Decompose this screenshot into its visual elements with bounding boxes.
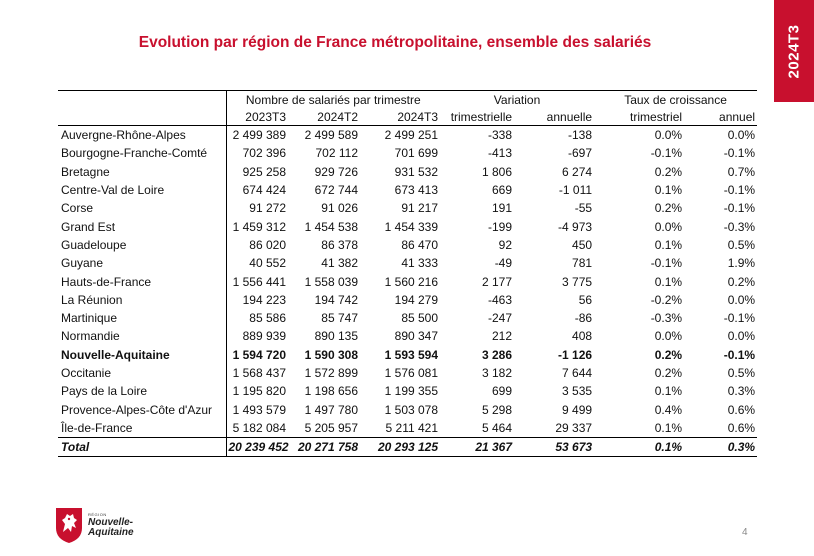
salaries-2023T3-cell: 889 939 <box>226 327 288 345</box>
header-2023T3: 2023T3 <box>226 108 288 126</box>
taux-trim-cell: 0.2% <box>654 347 683 362</box>
region-cell: Bourgogne-Franche-Comté <box>61 146 208 161</box>
taux-trim-cell: 0.2% <box>654 366 683 380</box>
taux-ann-cell: 0.7% <box>727 164 756 179</box>
salaries-2024T2-cell: 1 590 308 <box>304 347 358 362</box>
taux-trim-cell: -0.1% <box>650 146 683 161</box>
logo-line-1: Nouvelle- <box>88 516 134 528</box>
taux-ann-cell: 0.0% <box>727 292 756 307</box>
var-trim-cell: 212 <box>492 329 513 344</box>
salaries-2024T3-cell: 1 503 078 <box>384 402 439 417</box>
taux-trim-cell: 0.1% <box>654 384 683 399</box>
region-cell: Total <box>58 438 226 457</box>
var-trim-cell: 1 806 <box>482 164 513 179</box>
header-taux-trim: trimestriel <box>594 108 684 126</box>
table-row <box>58 199 757 217</box>
salaries-2024T3-cell: 2 499 251 <box>384 128 439 143</box>
salaries-2024T2-cell: 672 744 <box>314 183 358 198</box>
var-ann-cell: -1 126 <box>558 347 593 362</box>
taux-ann-cell: -0.3% <box>723 219 756 234</box>
taux-ann-cell: 0.2% <box>727 274 756 289</box>
var-ann-cell: 450 <box>572 237 593 252</box>
var-ann-cell: 53 673 <box>514 438 594 457</box>
header-var-trim: trimestrielle <box>440 108 514 126</box>
salaries-2024T3-cell: 1 593 594 <box>384 347 439 362</box>
salaries-2023T3-cell: 1 594 720 <box>226 346 288 364</box>
logo-small-label: RÉGION <box>88 511 107 517</box>
salaries-2023T3-cell: 702 396 <box>226 144 288 162</box>
taux-trim-cell: 0.2% <box>654 164 683 179</box>
salaries-2023T3-cell: 1 556 441 <box>226 272 288 290</box>
region-cell: Île-de-France <box>61 420 133 435</box>
salaries-2024T2-cell: 2 499 589 <box>304 128 358 143</box>
salaries-2024T3-cell: 701 699 <box>394 146 439 161</box>
region-cell: Occitanie <box>61 366 112 380</box>
var-ann-cell: 781 <box>572 256 593 271</box>
region-cell: Centre-Val de Loire <box>61 183 165 198</box>
var-ann-cell: 9 499 <box>562 402 593 417</box>
page-number: 4 <box>742 527 748 538</box>
salaries-2024T3-cell: 41 333 <box>401 256 439 271</box>
taux-trim-cell: 0.1% <box>654 420 683 435</box>
region-cell: Bretagne <box>61 164 110 179</box>
var-ann-cell: -55 <box>574 201 593 216</box>
var-trim-cell: 191 <box>492 201 513 216</box>
var-ann-cell: -4 973 <box>558 219 593 234</box>
salaries-2023T3-cell: 1 493 579 <box>226 400 288 418</box>
region-cell: Hauts-de-France <box>61 274 152 289</box>
salaries-2023T3-cell: 85 586 <box>226 309 288 327</box>
header-2024T2: 2024T2 <box>288 108 360 126</box>
region-cell: Normandie <box>61 329 120 344</box>
table-row <box>58 309 757 327</box>
table-row <box>58 346 757 364</box>
data-table <box>58 90 757 457</box>
header-var-ann: annuelle <box>514 108 594 126</box>
header-salaries-group: Nombre de salariés par trimestre <box>226 91 440 109</box>
var-trim-cell: 669 <box>492 183 513 198</box>
table-row <box>58 272 757 290</box>
taux-ann-cell: 0.5% <box>727 237 756 252</box>
taux-ann-cell: 1.9% <box>727 256 756 271</box>
salaries-2024T2-cell: 194 742 <box>314 292 358 307</box>
var-ann-cell: 56 <box>578 292 593 307</box>
table-row <box>58 327 757 345</box>
var-trim-cell: -463 <box>488 292 513 307</box>
salaries-2023T3-cell: 1 568 437 <box>226 364 288 382</box>
salaries-2024T3-cell: 86 470 <box>401 237 439 252</box>
salaries-2024T2-cell: 1 572 899 <box>304 366 358 380</box>
salaries-2024T2-cell: 91 026 <box>321 201 358 216</box>
taux-ann-cell: -0.1% <box>723 201 756 216</box>
var-ann-cell: 3 535 <box>562 384 593 399</box>
taux-trim-cell: 0.2% <box>654 201 683 216</box>
var-trim-cell: 3 286 <box>482 347 513 362</box>
salaries-2023T3-cell: 91 272 <box>226 199 288 217</box>
taux-ann-cell: 0.0% <box>727 128 756 143</box>
header-row-groups <box>58 91 757 109</box>
table-row <box>58 291 757 309</box>
var-trim-cell: 5 464 <box>482 420 513 435</box>
salaries-2024T2-cell: 41 382 <box>321 256 358 271</box>
table-row <box>58 254 757 272</box>
salaries-2024T3-cell: 1 199 355 <box>384 384 439 399</box>
salaries-2024T2-cell: 1 558 039 <box>304 274 358 289</box>
salaries-2023T3-cell: 194 223 <box>226 291 288 309</box>
salaries-2023T3-cell: 1 459 312 <box>226 217 288 235</box>
var-ann-cell: -697 <box>568 146 593 161</box>
var-ann-cell: 3 775 <box>562 274 593 289</box>
region-cell: La Réunion <box>61 292 123 307</box>
taux-trim-cell: 0.4% <box>654 402 683 417</box>
table-row <box>58 236 757 254</box>
taux-ann-cell: 0.6% <box>727 420 756 435</box>
page-title: Evolution par région de France métropolitaine, ensemble des salariés <box>138 34 652 51</box>
region-cell: Pays de la Loire <box>61 384 148 399</box>
salaries-2024T2-cell: 86 378 <box>321 237 358 252</box>
table-row <box>58 400 757 418</box>
var-ann-cell: 6 274 <box>562 164 593 179</box>
logo-line-2: Aquitaine <box>88 526 134 538</box>
taux-ann-cell: -0.1% <box>723 311 756 326</box>
var-trim-cell: 2 177 <box>482 274 513 289</box>
salaries-2024T3-cell: 91 217 <box>401 201 439 216</box>
taux-ann-cell: 0.6% <box>727 402 756 417</box>
taux-ann-cell: -0.1% <box>723 146 756 161</box>
taux-ann-cell: 0.0% <box>727 329 756 344</box>
salaries-2024T2-cell: 929 726 <box>314 164 358 179</box>
taux-trim-cell: -0.1% <box>650 256 683 271</box>
table-row <box>58 419 757 438</box>
salaries-2024T2-cell: 1 198 656 <box>304 384 358 399</box>
region-cell: Guadeloupe <box>61 237 127 252</box>
header-taux-ann: annuel <box>684 108 757 126</box>
taux-trim-cell: 0.1% <box>654 183 683 198</box>
salaries-2024T3-cell: 931 532 <box>394 164 439 179</box>
table-row <box>58 163 757 181</box>
taux-ann-cell: 0.3% <box>684 438 757 457</box>
var-ann-cell: 29 337 <box>555 420 593 435</box>
var-trim-cell: -338 <box>488 128 513 143</box>
header-2024T3: 2024T3 <box>360 108 440 126</box>
region-cell: Nouvelle-Aquitaine <box>61 347 170 362</box>
taux-trim-cell: 0.0% <box>654 128 683 143</box>
table-row <box>58 126 757 145</box>
salaries-2023T3-cell: 1 195 820 <box>226 382 288 400</box>
var-trim-cell: -49 <box>494 256 513 271</box>
salaries-2024T2-cell: 85 747 <box>321 311 358 326</box>
salaries-2024T3-cell: 890 347 <box>394 329 439 344</box>
taux-trim-cell: 0.1% <box>594 438 684 457</box>
table-row <box>58 364 757 382</box>
table-row <box>58 181 757 199</box>
salaries-2023T3-cell: 40 552 <box>226 254 288 272</box>
salaries-2023T3-cell: 86 020 <box>226 236 288 254</box>
region-cell: Grand Est <box>61 219 116 234</box>
var-trim-cell: -199 <box>488 219 513 234</box>
header-taux-group: Taux de croissance <box>594 91 757 109</box>
taux-trim-cell: -0.3% <box>650 311 683 326</box>
salaries-2024T2-cell: 20 271 758 <box>288 438 360 457</box>
taux-ann-cell: -0.1% <box>723 183 756 198</box>
lion-emblem-icon <box>54 506 84 544</box>
var-trim-cell: -413 <box>488 146 513 161</box>
salaries-2024T3-cell: 194 279 <box>394 292 439 307</box>
header-row-columns <box>58 108 757 126</box>
var-ann-cell: -86 <box>574 311 593 326</box>
salaries-2023T3-cell: 2 499 389 <box>226 126 288 145</box>
region-cell: Guyane <box>61 256 104 271</box>
var-trim-cell: -247 <box>488 311 513 326</box>
salaries-2024T2-cell: 890 135 <box>314 329 358 344</box>
taux-ann-cell: -0.1% <box>723 347 756 362</box>
salaries-2024T3-cell: 1 576 081 <box>384 366 439 380</box>
taux-trim-cell: 0.0% <box>654 219 683 234</box>
header-empty <box>58 91 226 109</box>
salaries-2024T2-cell: 702 112 <box>315 146 358 161</box>
salaries-2023T3-cell: 5 182 084 <box>226 419 288 438</box>
table-row <box>58 217 757 235</box>
var-trim-cell: 699 <box>492 384 513 399</box>
salaries-2024T2-cell: 5 205 957 <box>304 420 358 435</box>
region-logo <box>54 506 134 544</box>
header-variation-group: Variation <box>440 91 594 109</box>
salaries-2023T3-cell: 20 239 452 <box>226 438 288 457</box>
taux-ann-cell: 0.3% <box>727 384 756 399</box>
region-cell: Auvergne-Rhône-Alpes <box>61 128 186 143</box>
var-trim-cell: 3 182 <box>482 366 513 380</box>
var-trim-cell: 5 298 <box>482 402 513 417</box>
table-row <box>58 382 757 400</box>
taux-trim-cell: 0.1% <box>654 274 683 289</box>
var-trim-cell: 21 367 <box>440 438 514 457</box>
total-row <box>58 438 757 457</box>
salaries-2024T3-cell: 20 293 125 <box>360 438 440 457</box>
var-ann-cell: 408 <box>572 329 593 344</box>
taux-ann-cell: 0.5% <box>727 366 756 380</box>
var-trim-cell: 92 <box>498 237 513 252</box>
salaries-2023T3-cell: 925 258 <box>226 163 288 181</box>
table-row <box>58 144 757 162</box>
salaries-2024T3-cell: 1 454 339 <box>384 219 439 234</box>
salaries-2024T3-cell: 673 413 <box>394 183 439 198</box>
salaries-2024T3-cell: 85 500 <box>401 311 439 326</box>
salaries-2024T2-cell: 1 454 538 <box>304 219 358 234</box>
period-tab-label: 2024T3 <box>785 24 803 78</box>
salaries-2024T3-cell: 1 560 216 <box>384 274 439 289</box>
taux-trim-cell: 0.1% <box>654 237 683 252</box>
taux-trim-cell: 0.0% <box>654 329 683 344</box>
region-cell: Martinique <box>61 311 118 326</box>
var-ann-cell: 7 644 <box>562 366 593 380</box>
var-ann-cell: -1 011 <box>558 183 593 198</box>
taux-trim-cell: -0.2% <box>650 292 683 307</box>
region-cell: Corse <box>61 201 94 216</box>
var-ann-cell: -138 <box>568 128 593 143</box>
salaries-2024T2-cell: 1 497 780 <box>304 402 358 417</box>
salaries-2023T3-cell: 674 424 <box>226 181 288 199</box>
region-cell: Provence-Alpes-Côte d'Azur <box>61 402 213 417</box>
salaries-2024T3-cell: 5 211 421 <box>385 420 439 435</box>
